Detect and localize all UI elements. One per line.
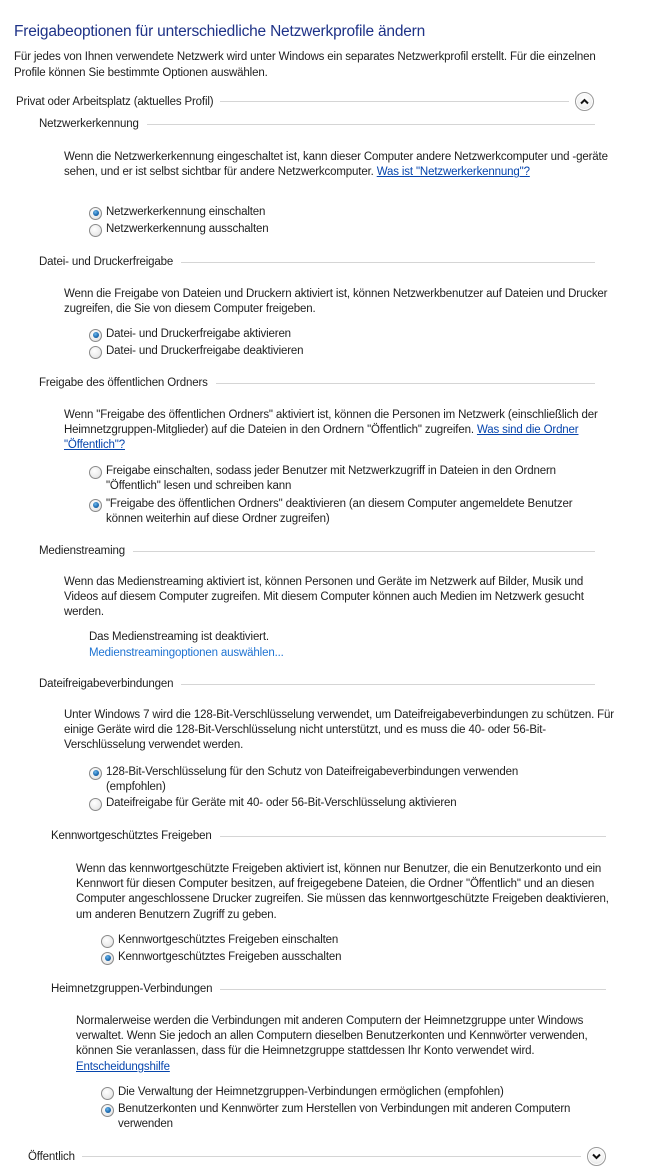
- radio-button[interactable]: [89, 224, 102, 237]
- profile-label-private: Privat oder Arbeitsplatz (aktuelles Profil): [16, 95, 214, 108]
- section-title: Heimnetzgruppen-Verbindungen: [51, 983, 213, 995]
- radio-homegroup-managed[interactable]: [101, 1085, 504, 1100]
- radio-label: Netzwerkerkennung einschalten: [106, 206, 266, 218]
- collapse-private-button[interactable]: [575, 92, 594, 111]
- radio-public-folder-sharing-off[interactable]: [89, 497, 609, 527]
- section-description: Wenn das kennwortgeschützte Freigeben aktiviert ist, können nur Benutzer, die ein Benutzerkonto und ein Kennwort für diesen Computer besitzen, auf freigegebene Dateien, die Ordner "Öffentlich" und an diesen Computer angeschlossene Drucker zugreifen. Sie müssen das kennwortgeschützte Freigeben deaktivieren, um anderen Benutzern Zugriff zu geben.: [76, 863, 609, 921]
- description-text: Wenn "Freigabe des öffentlichen Ordners" aktiviert ist, können die Personen im Netzwerk (einschließlich der Heimnetzgruppen-Mitglieder) auf die Dateien in den Ordnern "Öffentlich" zugreifen.: [64, 409, 598, 437]
- divider: [147, 124, 595, 125]
- divider: [220, 836, 606, 837]
- media-streaming-status: Das Medienstreaming ist deaktiviert.: [89, 631, 269, 643]
- section-header-file-printer-sharing: [39, 256, 595, 268]
- radio-button[interactable]: [89, 207, 102, 220]
- section-title: Dateifreigabeverbindungen: [39, 678, 174, 690]
- section-header-network-discovery: [39, 118, 595, 130]
- radio-button[interactable]: [89, 466, 102, 479]
- radio-network-discovery-on[interactable]: [89, 205, 265, 220]
- section-description: Wenn das Medienstreaming aktiviert ist, können Personen und Geräte im Netzwerk auf Bilder, Musik und Videos auf diesem Computer zugreifen. Mit diesem Computer können auch Medien im Netzwerk gesucht werden.: [64, 576, 584, 619]
- radio-40-56-bit-encryption[interactable]: [89, 796, 457, 811]
- divider: [216, 383, 595, 384]
- radio-label: Freigabe einschalten, sodass jeder Benutzer mit Netzwerkzugriff in Dateien in den Ordnern "Öffentlich" lesen und schreiben kann: [106, 465, 556, 493]
- section-title: Kennwortgeschütztes Freigeben: [51, 830, 212, 842]
- expand-public-button[interactable]: [587, 1147, 606, 1166]
- page-title: Freigabeoptionen für unterschiedliche Netzwerkprofile ändern: [14, 23, 426, 40]
- radio-button[interactable]: [101, 952, 114, 965]
- divider: [181, 262, 595, 263]
- radio-button[interactable]: [89, 499, 102, 512]
- divider: [220, 989, 606, 990]
- what-is-network-discovery-link[interactable]: Was ist "Netzwerkerkennung"?: [376, 166, 530, 179]
- radio-label: Datei- und Druckerfreigabe aktivieren: [106, 328, 291, 340]
- divider: [220, 101, 569, 102]
- section-title: Medienstreaming: [39, 545, 125, 557]
- page-intro: Für jedes von Ihnen verwendete Netzwerk wird unter Windows ein separates Netzwerkprofil erstellt. Für die einzelnen Profile können Sie bestimmte Optionen auswählen.: [14, 51, 596, 79]
- what-are-public-folders-link[interactable]: Was sind die Ordner "Öffentlich"?: [64, 424, 579, 452]
- radio-label: Die Verwaltung der Heimnetzgruppen-Verbindungen ermöglichen (empfohlen): [118, 1086, 504, 1098]
- media-streaming-options-link[interactable]: Medienstreamingoptionen auswählen...: [89, 647, 284, 659]
- radio-label: 128-Bit-Verschlüsselung für den Schutz von Dateifreigabeverbindungen verwenden (empfohlen): [106, 766, 519, 794]
- radio-file-printer-sharing-off[interactable]: [89, 344, 303, 359]
- radio-public-folder-sharing-on[interactable]: [89, 464, 609, 494]
- section-description: [76, 1014, 624, 1075]
- radio-label: Benutzerkonten und Kennwörter zum Herstellen von Verbindungen mit anderen Computern verwenden: [118, 1103, 571, 1131]
- radio-password-sharing-off[interactable]: [101, 950, 341, 965]
- section-header-homegroup-connections: [51, 983, 606, 995]
- radio-button[interactable]: [89, 767, 102, 780]
- section-title: Datei- und Druckerfreigabe: [39, 256, 174, 268]
- section-header-file-sharing-connections: [39, 678, 595, 690]
- radio-label: Datei- und Druckerfreigabe deaktivieren: [106, 345, 304, 357]
- section-description: [64, 408, 616, 454]
- radio-password-sharing-on[interactable]: [101, 933, 338, 948]
- radio-network-discovery-off[interactable]: [89, 222, 269, 237]
- radio-label: Kennwortgeschütztes Freigeben ausschalten: [118, 951, 342, 963]
- section-header-public-folder-sharing: [39, 377, 595, 389]
- radio-label: Netzwerkerkennung ausschalten: [106, 223, 269, 235]
- radio-label: "Freigabe des öffentlichen Ordners" deaktivieren (an diesem Computer angemeldete Benutzer können weiterhin auf diese Ordner zugreifen): [106, 498, 573, 526]
- chevron-up-icon: [580, 98, 589, 105]
- divider: [133, 551, 595, 552]
- description-text: Normalerweise werden die Verbindungen mit anderen Computern der Heimnetzgruppe unter Windows verwaltet. Wenn Sie jedoch an allen Computern dieselben Benutzerkonten und Kennwörter verwenden, können Sie veranlassen, dass für die Heimnetzgruppe stattdessen Ihr Konto verwendet wird.: [76, 1015, 588, 1058]
- chevron-down-icon: [592, 1153, 601, 1160]
- section-title: Freigabe des öffentlichen Ordners: [39, 377, 208, 389]
- section-description: Unter Windows 7 wird die 128-Bit-Verschlüsselung verwendet, um Dateifreigabeverbindungen zu schützen. Für einige Geräte wird die 128-Bit-Verschlüsselung nicht unterstützt, und es muss die 40- oder 56-Bit-Verschlüsselung verwendet werden.: [64, 709, 614, 752]
- profile-header-public[interactable]: [28, 1147, 606, 1166]
- divider: [82, 1156, 581, 1157]
- radio-label: Kennwortgeschütztes Freigeben einschalten: [118, 934, 339, 946]
- profile-label-public: Öffentlich: [28, 1150, 75, 1163]
- section-header-media-streaming: [39, 545, 595, 557]
- section-description: [64, 150, 616, 180]
- radio-file-printer-sharing-on[interactable]: [89, 327, 291, 342]
- section-title: Netzwerkerkennung: [39, 118, 139, 130]
- radio-button[interactable]: [101, 935, 114, 948]
- radio-label: Dateifreigabe für Geräte mit 40- oder 56-Bit-Verschlüsselung aktivieren: [106, 797, 457, 809]
- section-header-password-protected-sharing: [51, 830, 606, 842]
- radio-homegroup-user-accounts[interactable]: [101, 1102, 571, 1132]
- decision-help-link[interactable]: Entscheidungshilfe: [76, 1060, 170, 1073]
- radio-button[interactable]: [89, 329, 102, 342]
- profile-header-private[interactable]: [16, 92, 594, 111]
- radio-button[interactable]: [101, 1104, 114, 1117]
- description-text: Wenn die Netzwerkerkennung eingeschaltet ist, kann dieser Computer andere Netzwerkcomputer und -geräte sehen, und er ist selbst sichtbar für andere Netzwerkcomputer.: [64, 151, 608, 179]
- divider: [181, 684, 595, 685]
- radio-128-bit-encryption[interactable]: [89, 765, 559, 795]
- radio-button[interactable]: [101, 1087, 114, 1100]
- radio-button[interactable]: [89, 346, 102, 359]
- radio-button[interactable]: [89, 798, 102, 811]
- section-description: Wenn die Freigabe von Dateien und Druckern aktiviert ist, können Netzwerkbenutzer auf Dateien und Drucker zugreifen, die Sie von diesem Computer freigeben.: [64, 288, 608, 316]
